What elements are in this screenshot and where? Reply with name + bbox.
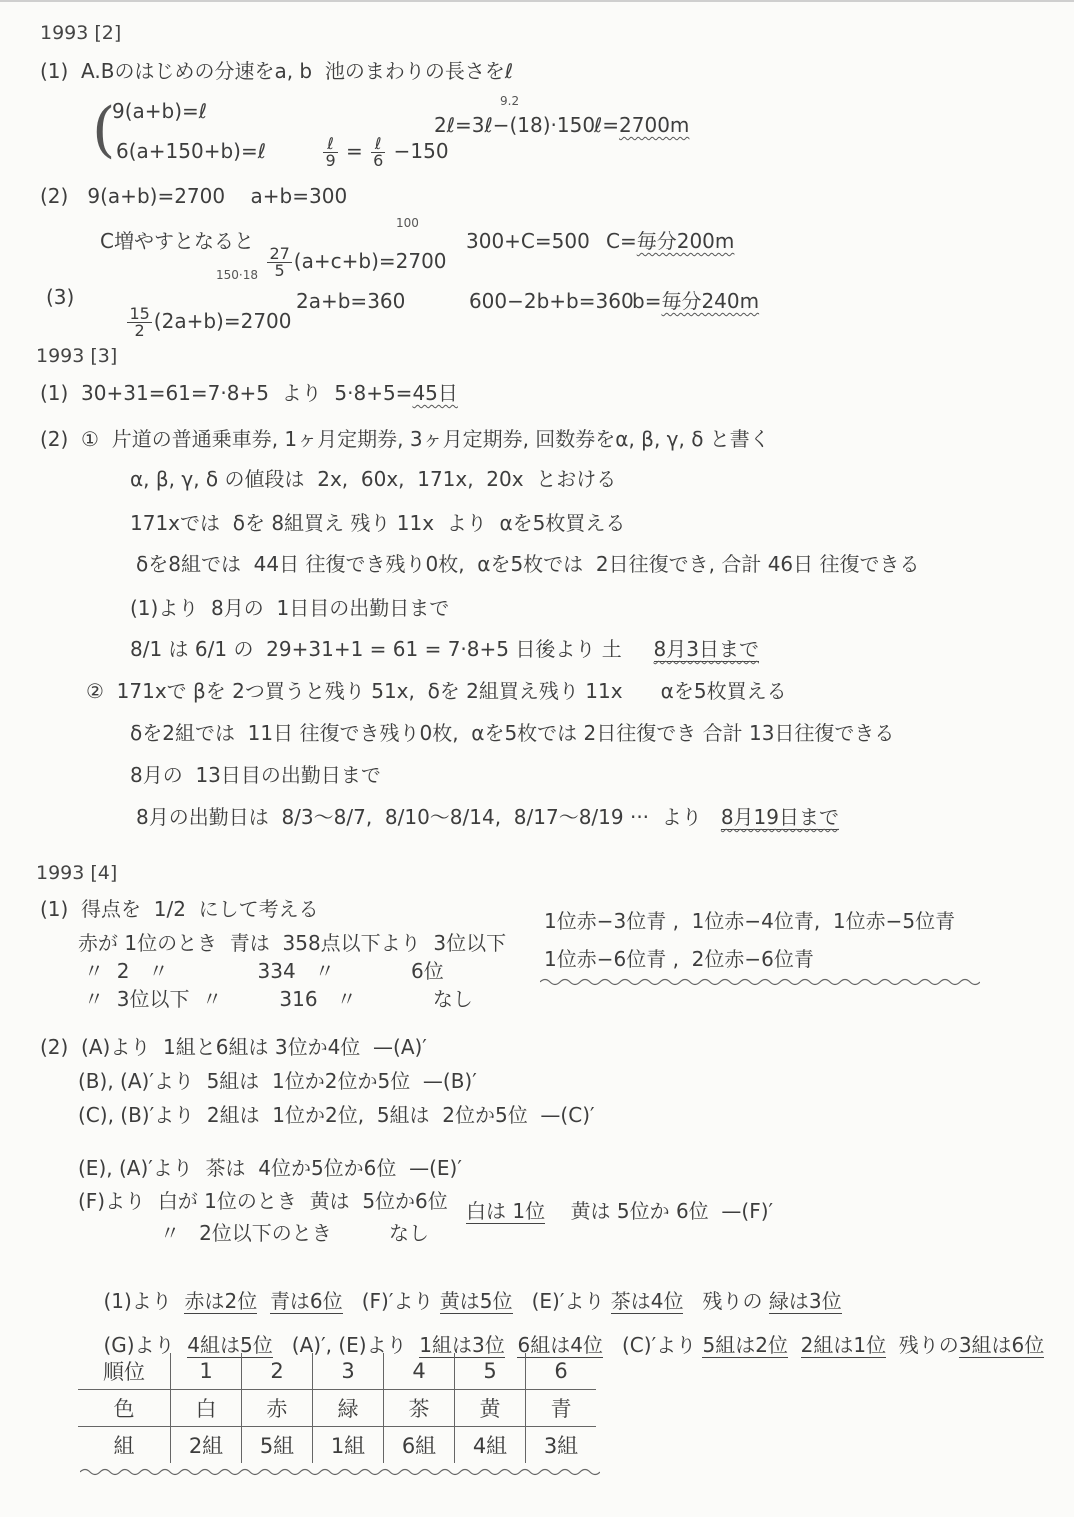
table-row — [78, 1390, 596, 1427]
q4-2-line1: (2) (A)より 1組と6組は 3位か4位 —(A)′ — [40, 1035, 427, 1059]
q2-1-statement: (1) A.Bのはじめの分速をa, b 池のまわりの長さをℓ — [40, 59, 514, 83]
table-cell: 4 — [384, 1353, 455, 1390]
q2-3-work: 2a+b=360 600−2b+b=360 — [296, 289, 634, 313]
q4-2-line7: (1)より 赤は2位 青は6位 (F)′より 黄は5位 (E)′より 茶は4位 残りの 緑は3位 — [103, 1289, 842, 1313]
table-cell: 5 — [455, 1353, 526, 1390]
q2-2-line2: C増やすとなると — [100, 229, 254, 253]
q3-2-2-line4: 8月の出勤日は 8/3〜8/7, 8/10〜8/14, 8/17〜8/19 ··· より 8月19日まで — [136, 805, 840, 829]
table-cell: 1組 — [313, 1427, 384, 1464]
q4-2-line4: (E), (A)′より 茶は 4位か5位か6位 —(E)′ — [78, 1156, 462, 1180]
table-wavy-underline — [80, 1466, 600, 1478]
table-cell: 2 — [242, 1353, 313, 1390]
q2-2-work: 300+C=500 — [466, 229, 590, 253]
ranking-table — [78, 1353, 596, 1463]
heading-1993-4: 1993 [4] — [36, 862, 118, 884]
q4-1-answer-line1: 1位赤−3位青 , 1位赤−4位青, 1位赤−5位青 — [544, 909, 956, 933]
heading-1993-2: 1993 [2] — [40, 22, 122, 44]
page-edge — [0, 0, 1074, 2]
q3-2-2-line2: δを2組では 11日 往復でき残り0枚, αを5枚では 2日往復でき 合計 13日往復できる — [130, 721, 895, 745]
q4-2-line5: (F)より 白が 1位のとき 黄は 5位か6位 — [78, 1189, 448, 1213]
table-row — [78, 1427, 596, 1464]
table-cell: 5組 — [242, 1427, 313, 1464]
q4-1-line1: (1) 得点を 1/2 にして考える — [40, 897, 319, 921]
heading-1993-3: 1993 [3] — [36, 345, 118, 367]
table-cell: 1 — [171, 1353, 242, 1390]
row-header: 色 — [78, 1390, 171, 1427]
q2-3-label: (3) — [46, 285, 75, 309]
q3-2-1-line2: α, β, γ, δ の値段は 2x, 60x, 171x, 20x とおける — [130, 467, 617, 491]
q4-2-line2: (B), (A)′より 5組は 1位か2位か5位 —(B)′ — [78, 1069, 477, 1093]
q3-2-1-line3: 171xでは δを 8組買え 残り 11x より αを5枚買える — [130, 511, 626, 535]
q2-2-annotation: 100 — [396, 216, 419, 230]
table-cell: 緑 — [313, 1390, 384, 1427]
system-brace: ( — [92, 95, 116, 165]
q4-2-line5-result: 白は 1位 黄は 5位か 6位 —(F)′ — [466, 1199, 774, 1223]
q4-1-line4: 〃 3位以下 〃 316 〃 なし — [84, 987, 473, 1011]
q3-2-2-line3: 8月の 13日目の出勤日まで — [130, 763, 381, 787]
q4-2-line6: 〃 2位以下のとき なし — [160, 1221, 430, 1245]
table-row — [78, 1353, 596, 1390]
table-cell: 2組 — [171, 1427, 242, 1464]
q4-1-line2: 赤が 1位のとき 青は 358点以下より 3位以下 — [78, 931, 507, 955]
q2-3-annotation: 150·18 — [216, 268, 258, 282]
row-header: 組 — [113, 1434, 135, 1458]
table-cell: 茶 — [384, 1390, 455, 1427]
table-cell: 白 — [171, 1390, 242, 1427]
table-cell: 4組 — [455, 1427, 526, 1464]
q2-3-answer: b=毎分240m — [632, 289, 760, 313]
q4-1-line3: 〃 2 〃 334 〃 6位 — [84, 959, 444, 983]
q2-1-eq1: 9(a+b)=ℓ — [112, 99, 208, 123]
q2-1-eq2: 6(a+150+b)=ℓ — [116, 139, 266, 163]
table-cell: 赤 — [242, 1390, 313, 1427]
q4-2-line8: (G)より 4組は5位 (A)′, (E)より 1組は3位 6組は4位 (C)′より 5組は2位 2組は1位 残りの3組は6位 — [103, 1333, 1045, 1357]
table-cell: 青 — [526, 1390, 597, 1427]
q2-1-work: 2ℓ=3ℓ−(18)·150 — [434, 113, 596, 137]
q2-2-answer: C=毎分200m — [606, 229, 735, 253]
table-cell: 3 — [313, 1353, 384, 1390]
table-cell: 3組 — [526, 1427, 597, 1464]
q4-2-line3: (C), (B)′より 2組は 1位か2位, 5組は 2位か5位 —(C)′ — [78, 1103, 595, 1127]
q3-1: (1) 30+31=61=7·8+5 より 5·8+5=45日 — [40, 381, 458, 405]
q2-2-frac: $\frac{27}{5}$ (a+c+b)=2700 — [269, 244, 447, 280]
answer-wavy-underline — [540, 976, 980, 988]
table-cell: 6 — [526, 1353, 597, 1390]
q2-1-answer: ℓ=2700m — [594, 113, 690, 137]
q4-1-answer-line2: 1位赤−6位青 , 2位赤−6位青 — [544, 947, 814, 971]
q3-2-1-line1: (2) ① 片道の普通乗車券, 1ヶ月定期券, 3ヶ月定期券, 回数券をα, β, γ, δ と書く — [40, 427, 770, 451]
table-cell: 黄 — [455, 1390, 526, 1427]
q3-2-1-line5: (1)より 8月の 1日目の出勤日まで — [130, 596, 450, 620]
q2-3-frac: $\frac{15}{2}$ (2a+b)=2700 — [129, 304, 292, 340]
q2-2-line1: (2) 9(a+b)=2700 a+b=300 — [40, 184, 348, 208]
q3-2-1-line4: δを8組では 44日 往復でき残り0枚, αを5枚では 2日往復でき, 合計 46日 往復できる — [136, 552, 920, 576]
q2-1-frac-eq: $\frac{\text{ℓ}}{9}$ = $\frac{\text{ℓ}}{6}$ −150 — [325, 134, 449, 170]
q3-2-2-line1: ② 171xで βを 2つ買うと残り 51x, δを 2組買え残り 11x αを5枚買える — [86, 679, 787, 703]
q3-2-1-line6: 8/1 は 6/1 の 29+31+1 = 61 = 7·8+5 日後より 土 8月3日まで — [130, 637, 759, 661]
table-cell: 6組 — [384, 1427, 455, 1464]
q2-1-annotation: 9.2 — [500, 94, 520, 108]
row-header: 順位 — [78, 1353, 171, 1390]
